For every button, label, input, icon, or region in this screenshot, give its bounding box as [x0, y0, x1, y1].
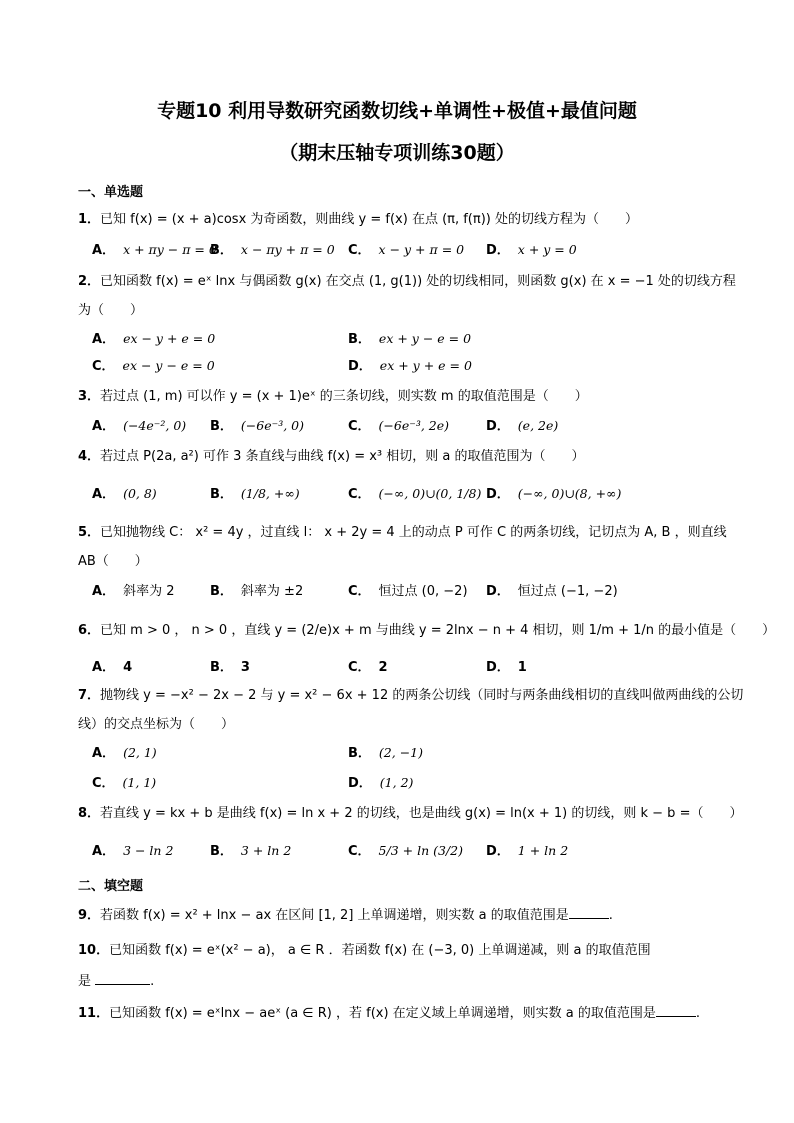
question-2-stem [78, 270, 736, 289]
question-1-stem [78, 208, 638, 227]
option-a[interactable] [92, 840, 173, 859]
option-value: x + πy − π = 0 [123, 242, 217, 257]
question-text: 已知抛物线 C： x² = 4y ，过直线 l： x + 2y = 4 上的动点 P 可作 C 的两条切线，记切点为 A, B ，则直线 [100, 525, 727, 540]
question-10-stem-cont [78, 970, 154, 989]
option-a[interactable] [92, 580, 174, 599]
option-c[interactable] [348, 483, 481, 502]
question-text: 已知函数 f(x) = eˣlnx − aeˣ (a ∈ R) ，若 f(x) 在定义域上单调递增，则实数 a 的取值范围是 [109, 1006, 656, 1021]
option-label: B． [210, 584, 233, 599]
question-text: 已知函数 f(x) = eˣ(x² − a)， a ∈ R ．若函数 f(x) 在 (−3, 0) 上单调递减，则 a 的取值范围 [109, 943, 651, 958]
option-label: A． [92, 660, 116, 675]
option-value: 斜率为 ±2 [240, 584, 304, 599]
answer-blank[interactable] [656, 1005, 696, 1017]
option-value: 恒过点 (−1, −2) [517, 584, 618, 599]
option-label: D． [348, 776, 372, 791]
option-b[interactable] [210, 415, 304, 434]
option-b[interactable] [210, 239, 335, 258]
page-title: 专题10 利用导数研究函数切线+单调性+极值+最值问题 [157, 100, 637, 122]
question-number: 7． [78, 688, 101, 703]
option-label: A． [92, 844, 116, 859]
option-label: A． [92, 332, 116, 347]
option-label: C． [348, 584, 371, 599]
option-value: 1 + ln 2 [517, 843, 569, 858]
option-c[interactable] [348, 580, 468, 599]
question-text: 抛物线 y = −x² − 2x − 2 与 y = x² − 6x + 12 的两条公切线（同时与两条曲线相切的直线叫做两曲线的公切 [100, 688, 744, 703]
option-label: A． [92, 419, 116, 434]
question-number: 10． [78, 943, 110, 958]
option-label: A． [92, 584, 116, 599]
question-10-stem [78, 939, 651, 958]
option-label: A． [92, 243, 116, 258]
question-5-stem-cont: AB（ ） [78, 554, 148, 569]
option-label: B． [210, 660, 233, 675]
answer-blank[interactable] [95, 973, 150, 985]
option-label: B． [210, 844, 233, 859]
question-number: 11． [78, 1006, 110, 1021]
option-b[interactable] [210, 656, 250, 675]
question-9-stem [78, 904, 613, 923]
option-label: C． [92, 359, 115, 374]
question-number: 2． [78, 274, 101, 289]
option-b[interactable] [348, 328, 471, 347]
question-text: 若函数 f(x) = x² + lnx − ax 在区间 [1, 2] 上单调递增，则实数 a 的取值范围是 [100, 908, 569, 923]
question-8-stem [78, 802, 742, 821]
question-6-stem [78, 619, 775, 638]
option-label: C． [348, 660, 371, 675]
option-label: D． [486, 243, 510, 258]
option-a[interactable] [92, 415, 186, 434]
option-value: ex − y − e = 0 [122, 358, 215, 373]
option-label: B． [210, 487, 233, 502]
option-value: 斜率为 2 [123, 584, 175, 599]
option-value: ex + y − e = 0 [378, 331, 472, 346]
question-2-stem-cont: 为（ ） [78, 303, 144, 318]
option-d[interactable] [486, 840, 568, 859]
option-label: D． [486, 844, 510, 859]
option-d[interactable] [486, 656, 527, 675]
option-label: C． [92, 776, 115, 791]
option-value: x − πy + π = 0 [240, 242, 335, 257]
question-text: 是 [78, 974, 96, 989]
option-label: A． [92, 746, 116, 761]
question-text: 若直线 y = kx + b 是曲线 f(x) = ln x + 2 的切线，也是曲线 g(x) = ln(x + 1) 的切线，则 k − b =（ ） [100, 806, 743, 821]
option-c[interactable] [92, 772, 156, 791]
option-label: B． [348, 746, 371, 761]
question-text: 已知 f(x) = (x + a)cosx 为奇函数，则曲线 y = f(x) 在点 (π, f(π)) 处的切线方程为（ ） [100, 212, 638, 227]
option-label: C． [348, 844, 371, 859]
option-value: x + y = 0 [517, 242, 577, 257]
option-a[interactable] [92, 483, 157, 502]
question-text: 已知 m > 0 ， n > 0 ，直线 y = (2/e)x + m 与曲线 y = 2lnx − n + 4 相切，则 1/m + 1/n 的最小值是（ ） [100, 623, 776, 638]
option-label: A． [92, 487, 116, 502]
option-label: D． [486, 487, 510, 502]
option-label: D． [486, 419, 510, 434]
option-value: 恒过点 (0, −2) [378, 584, 468, 599]
question-text: 若过点 (1, m) 可以作 y = (x + 1)eˣ 的三条切线，则实数 m 的取值范围是（ ） [100, 389, 588, 404]
option-d[interactable] [348, 355, 472, 374]
option-label: D． [486, 584, 510, 599]
option-a[interactable] [92, 742, 157, 761]
option-value: (−6e⁻³, 0) [240, 418, 305, 433]
option-value: (0, 8) [123, 486, 157, 501]
option-b[interactable] [210, 580, 303, 599]
question-3-stem [78, 385, 588, 404]
question-5-stem [78, 521, 727, 540]
option-label: D． [486, 660, 510, 675]
option-d[interactable] [486, 415, 558, 434]
option-c[interactable] [348, 656, 388, 675]
option-a[interactable] [92, 656, 132, 675]
option-value: 4 [123, 660, 133, 675]
option-value: 1 [517, 660, 527, 675]
option-label: C． [348, 419, 371, 434]
option-value: 2 [378, 660, 388, 675]
option-d[interactable] [486, 239, 577, 258]
page-subtitle: （期末压轴专项训练30题） [279, 142, 515, 164]
option-b[interactable] [210, 483, 300, 502]
answer-blank[interactable] [569, 907, 609, 919]
question-text: 若过点 P(2a, a²) 可作 3 条直线与曲线 f(x) = x³ 相切，则 a 的取值范围为（ ） [100, 449, 585, 464]
option-value: (2, 1) [123, 745, 157, 760]
option-label: B． [210, 419, 233, 434]
section-heading-fill-blank: 二、填空题 [78, 879, 144, 894]
option-value: (1/8, +∞) [240, 486, 300, 501]
option-c[interactable] [348, 840, 463, 859]
option-value: (−6e⁻³, 2e) [378, 418, 450, 433]
option-a[interactable] [92, 239, 217, 258]
option-d[interactable] [486, 483, 621, 502]
option-d[interactable] [486, 580, 618, 599]
option-value: (2, −1) [378, 745, 424, 760]
question-number: 4． [78, 449, 101, 464]
question-text-end: . [150, 974, 155, 989]
question-text-end: . [608, 908, 613, 923]
question-7-stem-cont: 线）的交点坐标为（ ） [78, 717, 235, 732]
option-c[interactable] [348, 415, 449, 434]
option-b[interactable] [348, 742, 423, 761]
option-label: B． [210, 243, 233, 258]
option-c[interactable] [92, 355, 215, 374]
option-value: 3 [240, 660, 250, 675]
option-value: 3 − ln 2 [123, 843, 174, 858]
question-number: 6． [78, 623, 101, 638]
option-label: B． [348, 332, 371, 347]
question-number: 8． [78, 806, 101, 821]
option-value: ex − y + e = 0 [123, 331, 216, 346]
option-value: (1, 1) [122, 775, 157, 790]
option-label: C． [348, 487, 371, 502]
question-number: 3． [78, 389, 101, 404]
question-number: 9． [78, 908, 101, 923]
option-a[interactable] [92, 328, 215, 347]
option-d[interactable] [348, 772, 413, 791]
option-label: C． [348, 243, 371, 258]
question-4-stem [78, 445, 584, 464]
option-value: ex + y + e = 0 [379, 358, 472, 373]
option-value: (e, 2e) [517, 418, 559, 433]
option-value: 3 + ln 2 [240, 843, 292, 858]
option-c[interactable] [348, 239, 464, 258]
section-heading-single-choice: 一、单选题 [78, 185, 144, 200]
option-value: 5/3 + ln (3/2) [378, 843, 463, 858]
option-value: x − y + π = 0 [378, 242, 465, 257]
option-value: (−∞, 0)∪(8, +∞) [517, 486, 622, 501]
question-7-stem [78, 684, 743, 703]
question-11-stem [78, 1002, 700, 1021]
option-value: (−∞, 0)∪(0, 1/8) [378, 486, 482, 501]
question-text: 已知函数 f(x) = eˣ lnx 与偶函数 g(x) 在交点 (1, g(1)) 处的切线相同，则函数 g(x) 在 x = −1 处的切线方程 [100, 274, 736, 289]
option-value: (1, 2) [379, 775, 414, 790]
question-number: 1． [78, 212, 101, 227]
question-number: 5． [78, 525, 101, 540]
option-value: (−4e⁻², 0) [123, 418, 187, 433]
question-text-end: . [695, 1006, 701, 1021]
option-b[interactable] [210, 840, 291, 859]
option-label: D． [348, 359, 372, 374]
